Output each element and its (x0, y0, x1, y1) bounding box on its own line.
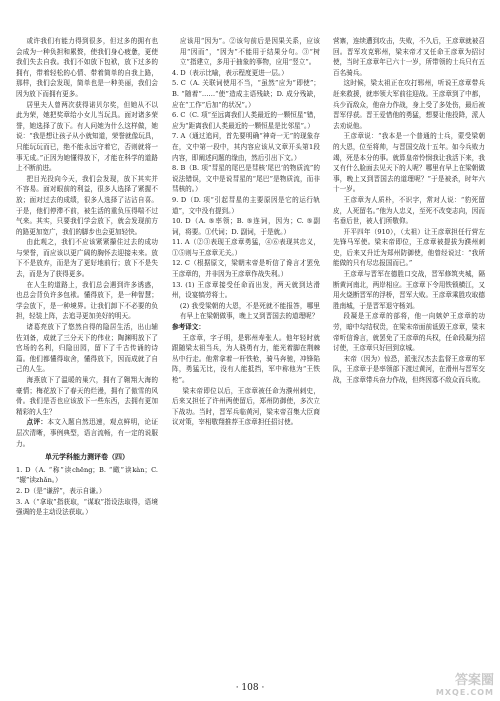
essay-paragraph: 海燕放下了温暖的巢穴，拥有了翱翔大海的豪情；梅花放下了春天的烂漫，拥有了傲雪的风骨。我们是否也应该放下一些东西，去拥有更加精彩的人生？ (16, 376, 158, 416)
answer-item: 10. D（A. ⑤率领；B. ⑤连词，因为；C. ⑤副词，将要。①代词；D. 副词，于是就。） (172, 217, 320, 236)
essay-paragraph: 由此观之，我们不应该紧紧攥住过去的成功与荣誉，而应该以更广阔的胸怀去迎接未来。放下不是放弃，而是为了更好地前行；放下不是失去，而是为了获得更多。 (16, 238, 158, 279)
comment-text: 本文入题自然迅速，观点鲜明，论证层次清晰，事例典型，语言流畅，有一定的说服力。 (16, 418, 158, 448)
answer-item: 3. A（“拿取”指获取，“谋取”指设法取得，语境强调的是主动设法获取。） (16, 497, 158, 517)
reference-title: 参考译文： (172, 323, 205, 332)
section-title: 单元学科能力测评卷（四） (45, 453, 129, 462)
answer-item: 11. A（②③表现王彦章勇猛，④⑥表现其忠义，①⑤则与王彦章无关。） (172, 238, 320, 257)
page-number: · 108 · (235, 683, 265, 693)
answer-item: 13. (1) 王彦章接受任命而出发，两天就到达滑州，设宴犒劳将士。 (172, 280, 320, 300)
translation-paragraph: 王彦章，字子明，是郓州寿张人。他年轻时就跟随梁太祖当兵，为人骁勇有力，能光着脚在荆棘丛中行走。他常拿着一杆铁枪，骑马奔驰，冲锋陷阵，勇猛无比，没有人能抵挡，军中称他为“王铁枪”。 (172, 333, 320, 384)
answer-item: 5. C（A. 关联词使用不当，“虽然”应为“即使”；B. “随着”……“使”造成主语残缺；D. 成分残缺，应在“工作”后加“的状况”。） (172, 79, 320, 109)
answer-item: 1. D（A. “称”读chēng；B. “瞰”读kàn；C. “辗”读zhǎn。） (16, 465, 158, 485)
column-right (333, 36, 485, 658)
answer-item: (2) 我受梁朝的大恩，不是死就不能报答，哪里有早上在梁朝做事，晚上又到晋国去的道理呢？ (179, 301, 320, 321)
essay-comment (16, 417, 158, 449)
essay-paragraph: 居里夫人曾两次获得诺贝尔奖，但她从不以此为荣，她把奖章给小女儿当玩具。面对诸多荣誉，她选择了放下。有人问她为什么这样做，她说：“我是想让孩子从小就知道，荣誉就像玩具，只能玩玩而已，绝不能永远守着它，否则就将一事无成。”正因为她懂得放下，才能在科学的道路上不断前进。 (16, 100, 158, 173)
translation-paragraph: 王彦章为人质朴，不识字，常对人说：“豹死留皮，人死留名。”他为人忠义，至死不改变志向，因而名垂后世，被人们所敬仰。 (333, 195, 485, 226)
translation-paragraph: 营寨，连续遭到攻击，失败，不久后，王彦章就被召回。晋军攻克郓州，梁末帝才又任命王彦章为招讨使，当时王彦章年已六十一岁，所带领的士兵只有五百名骑兵。 (333, 37, 485, 77)
translation-paragraph: 末帝（因为）惊恐，派张汉杰去监督王彦章的军队，王彦章于是率领部下渡过黄河，在滑州与晋军交战，王彦章带兵奋力作战，但终因寡不敌众而兵败。 (333, 354, 485, 384)
translation-paragraph: 段凝是王彦章的部将，他一向嫉妒王彦章的功劳，暗中勾结权贵，在梁末帝面前诋毁王彦章，梁末帝听信谗言，就罢免了王彦章的兵权，任命段凝为招讨使，王彦章只好回到京城。 (333, 312, 485, 353)
translation-paragraph: 这时候，梁太祖正在攻打郓州，听说王彦章带兵赶来救援，就率领大军前往迎战。王彦章到了中都，兵少而敌众，他奋力作战，身上受了多处伤，最后被晋军俘获。晋王爱惜他的勇猛，想要让他投降，派人去劝说他。 (333, 79, 485, 130)
translation-paragraph: 梁末帝即位以后，王彦章被任命为濮州刺史，后来又担任了许州两使留后，郑州防御使，多次立下战功。当时，晋军兵临黄河，梁末帝召集大臣商议对策，宰相敬翔推荐王彦章担任招讨使。 (172, 386, 320, 427)
answer-item: 4. D（表示比喻，表示程度更进一层。） (172, 68, 288, 77)
answer-list (172, 36, 320, 322)
answer-item: 12. C（根据原文，梁朝末帝是听信了谗言才罢免王彦章的，并非因为王彦章作战失利。） (172, 259, 320, 279)
essay-paragraph: 或许我们有能力得到很多，但过多的拥有也会成为一种负担和累赘，使我们身心疲惫，更使我们失去自我。我们不如放下包袱，放下过多的拥有，带着轻松的心情、带着简单的自我上路，那样，我们会发现，简单也是一种美丽，我们会因为放下而拥有更多。 (16, 37, 158, 98)
column-left (16, 36, 158, 658)
answer-item: 应该用“因为”。②该句前后是因果关系，应该用“因而”，“因为”不能用于结果分句。③“树立”指建立，多用于抽象的事物，应用“竖立”。 (179, 37, 320, 67)
translation-paragraph: 王彦章说：“我本是一个普通的士兵，蒙受梁朝的大恩，位至将帅，与晋国交战十五年。如今兵败力竭，死是本分的事。就算皇帝怜悯我让我活下来，我又有什么脸面去见天下的人呢？哪里有早上在梁朝做事，晚上又到晋国去的道理呢？”于是被杀，时年六十一岁。 (333, 132, 485, 194)
answer-item: 9. D（D. 项“引起彗星的主要原因是它的运行轨道”，文中没有提到。） (172, 195, 320, 215)
watermark-text: 答案圈 (454, 673, 494, 688)
watermark-logo (406, 675, 494, 697)
translation-paragraph: 王彦章与晋军在德胜口交战，晋军修筑夹城，隔断黄河南北，两岸相应。王彦章下令用铁锁横江，又用火烧断晋军的浮桥，晋军大败。王彦章乘胜攻取德胜南城，于是晋军退守杨刘。 (333, 270, 485, 310)
answer-item: 2. D（是“谦辞”，表示自谦。） (16, 486, 106, 495)
comment-label: 点评： (26, 418, 48, 427)
essay-paragraph: 把目光投向今天，我们会发现，放下其实并不容易。面对眼前的利益，很多人选择了紧握不放；面对过去的成绩，很多人选择了沾沾自喜。于是，他们停滞不前，被生活的重负压得喘不过气来。其实，只要我们学会放下，就会发现前方的路更加宽广，我们的脚步也会更加轻快。 (16, 174, 158, 236)
answer-item: 6. C（C. 项“至远离我们人类最近的一颗恒星”错，应为“距离我们人类最近的一颗恒星是比邻星”。） (172, 111, 320, 130)
essay-paragraph: 在人生的道路上，我们总会遇到许多诱惑，也总会背负许多包袱。懂得放下，是一种智慧；学会放下，是一种境界。让我们卸下不必要的负担，轻装上阵，去追寻更加美好的明天。 (16, 280, 158, 321)
translation-paragraph: 开平四年（910），（太祖）让王彦章担任行营左先锋马军使。梁末帝即位，王彦章被提拔为濮州刺史，后来又升迁为郑州防御使，他曾经说过：“我所能做的只有尽忠报国而已。” (333, 227, 485, 268)
answer-item: 8. B（B. 项“彗星的尾巴是彗核’尾巴’的物质流”的说法错误，文中是说彗星的“尾巴”是物质流，而非彗核的。） (172, 164, 320, 194)
answer-list (16, 465, 158, 518)
column-middle (172, 36, 320, 658)
watermark-url: MXQE.COM (435, 688, 494, 697)
answer-item: 7. A（通过追问，首先要明确“神奇一无”的现象存在，文中第一段中，其内容应该从文章开头第1段内容，即阐述问题的缘由，然后引出下文。） (172, 132, 320, 162)
essay-paragraph: 诸葛亮放下了悠然自得的隐居生活，出山辅佐刘备，成就了三分天下的伟业；陶渊明放下了官场的名利，归隐田园，留下了千古传诵的诗篇。他们都懂得取舍，懂得放下，因而成就了自己的人生。 (16, 323, 158, 374)
